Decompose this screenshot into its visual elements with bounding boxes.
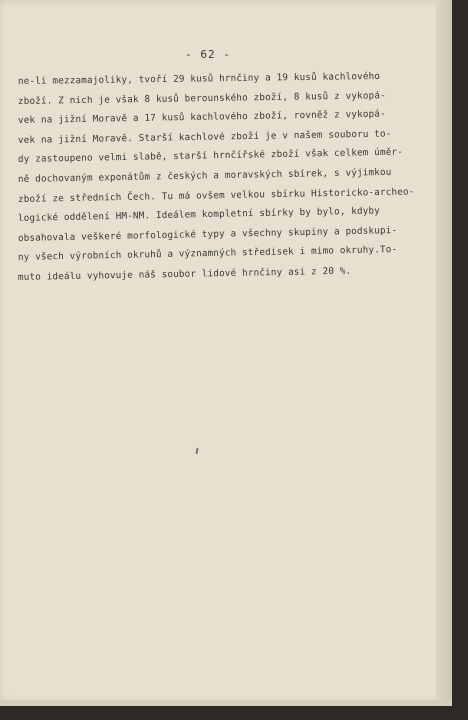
text-line: obsahovala veškeré morfologické typy a všechny skupiny a podskupi-: [17, 224, 398, 244]
text-line: zboží ze středních Čech. Tu má ovšem velkou sbírku Historicko-archeo-: [17, 185, 415, 205]
body-text: [18, 72, 432, 288]
text-line: vek na jižní Moravě. Starší kachlové zboží je v našem souboru to-: [17, 128, 392, 146]
text-line: zboží. Z nich je však 8 kusů berounského zboží, 8 kusů z vykopá-: [17, 89, 386, 107]
text-line: ny všech výrobních okruhů a významných středisek i mimo okruhy.To-: [17, 244, 398, 264]
text-line: vek na jižní Moravě a 17 kusů kachlového zboží, rovněž z vykopá-: [17, 108, 386, 127]
text-line: logické oddělení HM-NM. Ideálem kompletní sbírky by bylo, kdyby: [17, 205, 381, 225]
text-line: ne-li mezzamajoliky, tvoří 29 kusů hrnčiny a 19 kusů kachlového: [17, 70, 381, 87]
page-bottom-edge: [0, 700, 452, 706]
text-line: ně dochovaným exponátům z českých a moravských sbírek, s výjimkou: [17, 166, 392, 185]
text-line: muto ideálu vyhovuje náš soubor lidové hrnčiny asi z 20 %.: [17, 265, 352, 283]
stray-ink-mark: [195, 448, 198, 454]
text-line: dy zastoupeno velmi slabě, starší hrnčířské zboží však celkem úměr-: [17, 146, 404, 166]
page-right-edge: [436, 0, 452, 706]
page-number: - 62 -: [185, 48, 231, 61]
